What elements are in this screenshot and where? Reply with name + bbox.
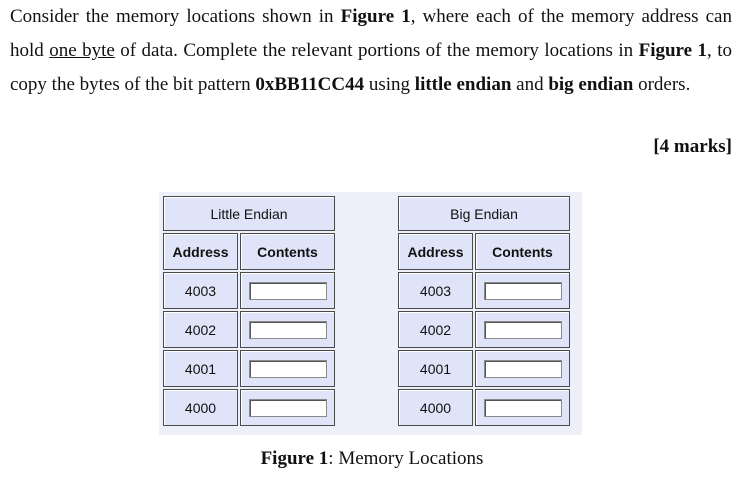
table-row bbox=[163, 350, 335, 387]
column-header-contents: Contents bbox=[475, 233, 570, 270]
bit-pattern: 0xBB11CC44 bbox=[255, 74, 365, 95]
figure-ref: Figure 1 bbox=[638, 40, 708, 61]
contents-input-box[interactable] bbox=[249, 360, 327, 378]
address-cell: 4001 bbox=[398, 350, 473, 387]
contents-input-box[interactable] bbox=[484, 321, 562, 339]
address-cell: 4003 bbox=[398, 272, 473, 309]
contents-cell bbox=[475, 350, 570, 387]
address-cell: 4000 bbox=[398, 389, 473, 426]
table-row bbox=[163, 272, 335, 309]
contents-input-box[interactable] bbox=[484, 282, 562, 300]
contents-cell bbox=[240, 389, 335, 426]
table-row bbox=[398, 350, 570, 387]
marks-label: [4 marks] bbox=[653, 136, 732, 157]
column-header-address: Address bbox=[163, 233, 238, 270]
caption-text: : Memory Locations bbox=[328, 448, 484, 469]
column-header-address: Address bbox=[398, 233, 473, 270]
table-row bbox=[398, 272, 570, 309]
contents-input-box[interactable] bbox=[484, 399, 562, 417]
table-row bbox=[163, 389, 335, 426]
figure-caption bbox=[0, 448, 754, 470]
contents-cell bbox=[240, 272, 335, 309]
column-header-contents: Contents bbox=[240, 233, 335, 270]
question-part: Consider the memory locations shown in bbox=[10, 6, 341, 27]
contents-cell bbox=[240, 350, 335, 387]
address-cell: 4001 bbox=[163, 350, 238, 387]
question-part: orders. bbox=[633, 74, 691, 95]
underlined-term: one byte bbox=[49, 40, 115, 61]
address-cell: 4002 bbox=[163, 311, 238, 348]
little-endian-table bbox=[161, 194, 337, 428]
address-cell: 4002 bbox=[398, 311, 473, 348]
contents-cell bbox=[475, 389, 570, 426]
contents-input-box[interactable] bbox=[484, 360, 562, 378]
table-row bbox=[398, 311, 570, 348]
question-part: and bbox=[511, 74, 549, 95]
question-part: of data. Complete the relevant portions of the memory locations in bbox=[114, 40, 639, 61]
contents-cell bbox=[475, 311, 570, 348]
question-part: , where each of the memory address can hold bbox=[10, 6, 732, 61]
question-part: using bbox=[364, 74, 415, 95]
contents-cell bbox=[240, 311, 335, 348]
question-text bbox=[10, 0, 732, 102]
big-endian-table bbox=[396, 194, 572, 428]
address-cell: 4000 bbox=[163, 389, 238, 426]
contents-input-box[interactable] bbox=[249, 282, 327, 300]
contents-cell bbox=[475, 272, 570, 309]
table-row bbox=[163, 311, 335, 348]
little-endian-term: little endian bbox=[414, 74, 512, 95]
figure-ref: Figure 1 bbox=[340, 6, 411, 27]
big-endian-term: big endian bbox=[548, 74, 634, 95]
contents-input-box[interactable] bbox=[249, 321, 327, 339]
contents-input-box[interactable] bbox=[249, 399, 327, 417]
table-row bbox=[398, 389, 570, 426]
address-cell: 4003 bbox=[163, 272, 238, 309]
table-title: Little Endian bbox=[163, 196, 335, 231]
question-part: , to copy the bytes of the bit pattern bbox=[10, 40, 732, 95]
table-title: Big Endian bbox=[398, 196, 570, 231]
caption-label: Figure 1 bbox=[260, 448, 329, 469]
